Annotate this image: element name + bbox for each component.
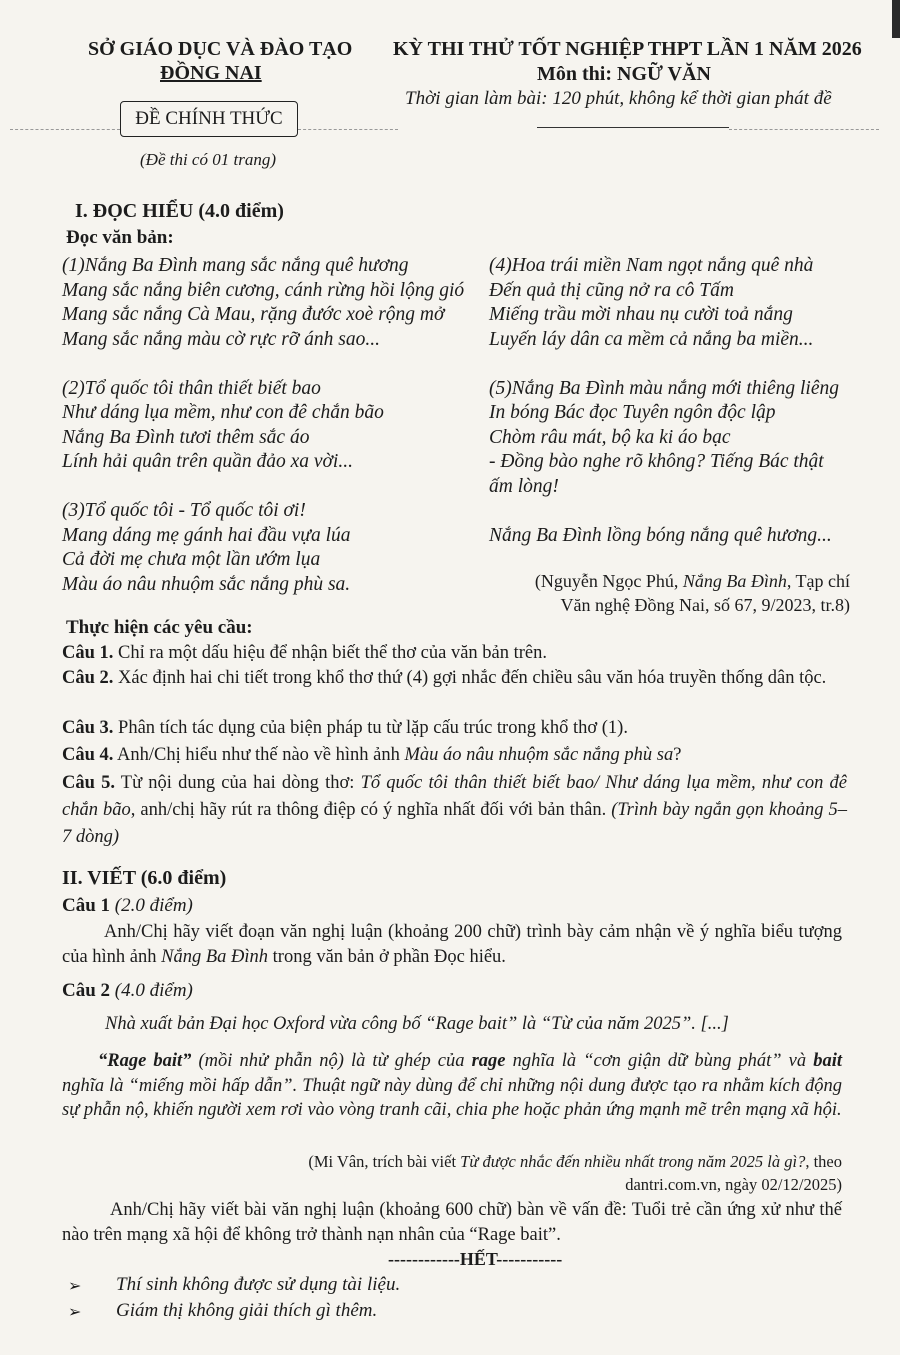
- poem-line: Chòm râu mát, bộ ka ki áo bạc: [489, 426, 731, 448]
- quote-body: “Rage bait” (mồi nhử phẫn nộ) là từ ghép của rage nghĩa là “cơn giận dữ bùng phát” và bait nghĩa là “miếng mồi hấp dẫn”. Thuật ngữ này dùng để chỉ những nội dung được tạo ra nhằm kích động sự phẫn nộ, khiến người xem rơi vào vòng tranh cãi, chia phe hoặc phản ứng mạnh mẽ trên mạng xã hội.: [62, 1051, 842, 1120]
- question-5: Câu 5. Từ nội dung của hai dòng thơ: Tổ quốc tôi thân thiết biết bao/ Như dáng lụa mềm, như con đê chắn bão, anh/chị hãy rút ra thông điệp có ý nghĩa nhất đối với bản thân. (Trình bày ngắn gọn khoảng 5–7 dòng): [62, 773, 847, 847]
- section2-title: II. VIẾT (6.0 điểm): [62, 867, 227, 889]
- subject: Môn thi: NGỮ VĂN: [537, 63, 711, 85]
- section1-title: I. ĐỌC HIỂU (4.0 điểm): [75, 200, 284, 222]
- question-1: Câu 1. Chỉ ra một dấu hiệu để nhận biết thể thơ của văn bản trên.: [62, 643, 548, 663]
- question-3: Câu 3. Phân tích tác dụng của biện pháp tu từ lặp cấu trúc trong khổ thơ (1).: [62, 718, 628, 738]
- poem-line: Mang sắc nắng màu cờ rực rỡ ánh sao...: [62, 328, 380, 350]
- end-mark: ------------HẾT-----------: [388, 1249, 563, 1269]
- poem-line: Đến quả thị cũng nở ra cô Tấm: [489, 279, 734, 301]
- quote-intro: Nhà xuất bản Đại học Oxford vừa công bố “Rage bait” là “Từ của năm 2025”. [...]: [105, 1014, 729, 1034]
- poem-line: (4)Hoa trái miền Nam ngọt nắng quê nhà: [489, 255, 814, 276]
- poem-line: ấm lòng!: [489, 475, 559, 497]
- poem-line: Miếng trầu mời nhau nụ cười toả nắng: [489, 304, 793, 325]
- poem-line: In bóng Bác đọc Tuyên ngôn độc lập: [489, 402, 776, 423]
- poem-source: (Nguyễn Ngọc Phú, Nắng Ba Đình, Tạp chí Văn nghệ Đồng Nai, số 67, 9/2023, tr.8): [534, 571, 850, 615]
- poem-line: (5)Nắng Ba Đình màu nắng mới thiêng liêng: [489, 377, 840, 399]
- writing-q2-label: Câu 2 (4.0 điểm): [62, 980, 193, 1001]
- writing-q2-task: Anh/Chị hãy viết bài văn nghị luận (khoảng 600 chữ) bàn về vấn đề: Tuổi trẻ cần ứng xử như thế nào trên mạng xã hội để không trở thành nạn nhân của “Rage bait”.: [62, 1200, 842, 1245]
- poem-line: Luyến láy dân ca mềm cả nắng ba miền...: [489, 328, 814, 350]
- exam-time: Thời gian làm bài: 120 phút, không kể thời gian phát đề: [405, 88, 832, 109]
- poem-line: Nắng Ba Đình lồng bóng nắng quê hương...: [489, 524, 832, 546]
- poem-line: Mang dáng mẹ gánh hai đầu vựa lúa: [62, 524, 351, 546]
- footer-note: Giám thị không giải thích gì thêm.: [116, 1300, 378, 1321]
- arrow-bullet-icon: ➢: [68, 1304, 82, 1321]
- department-name: SỞ GIÁO DỤC VÀ ĐÀO TẠO: [88, 38, 353, 60]
- header-rule: [537, 127, 729, 128]
- poem-line: Cả đời mẹ chưa một lần ướm lụa: [62, 549, 321, 570]
- poem-line: Mang sắc nắng biên cương, cánh rừng hồi lộng gió: [62, 279, 465, 301]
- writing-q1-text: Anh/Chị hãy viết đoạn văn nghị luận (khoảng 200 chữ) trình bày cảm nhận về ý nghĩa biểu tượng của hình ảnh Nắng Ba Đình trong văn bản ở phần Đọc hiểu.: [62, 922, 842, 967]
- poem-line: Mang sắc nắng Cà Mau, rặng đước xoè rộng mở: [62, 304, 445, 325]
- poem-line: (3)Tổ quốc tôi - Tổ quốc tôi ơi!: [62, 500, 306, 521]
- scan-edge: [892, 0, 900, 38]
- poem-right: [489, 254, 839, 548]
- poem-line: Lính hải quân trên quần đảo xa vời...: [62, 451, 353, 472]
- requirements-label: Thực hiện các yêu cầu:: [66, 617, 253, 638]
- poem-line: Nắng Ba Đình tươi thêm sắc áo: [62, 426, 310, 448]
- pages-note: (Đề thi có 01 trang): [140, 150, 276, 169]
- mid-dash: [298, 129, 398, 130]
- read-label: Đọc văn bản:: [66, 227, 174, 248]
- poem-line: (1)Nắng Ba Đình mang sắc nắng quê hương: [62, 255, 409, 276]
- arrow-bullet-icon: ➢: [68, 1278, 82, 1295]
- writing-q1-label: Câu 1 (2.0 điểm): [62, 895, 193, 916]
- official-label: ĐỀ CHÍNH THỨC: [120, 101, 298, 137]
- poem-line: Như dáng lụa mềm, như con đê chắn bão: [62, 402, 384, 423]
- province-name: ĐỒNG NAI: [160, 62, 262, 84]
- footer-note: Thí sinh không được sử dụng tài liệu.: [116, 1274, 401, 1295]
- poem-line: Màu áo nâu nhuộm sắc nắng phù sa.: [62, 573, 351, 595]
- right-dash: [729, 129, 879, 130]
- poem-line: (2)Tổ quốc tôi thân thiết biết bao: [62, 377, 321, 399]
- left-dash: [10, 129, 120, 130]
- poem-left: [62, 254, 464, 597]
- poem-line: - Đồng bào nghe rõ không? Tiếng Bác thật: [489, 451, 824, 472]
- exam-title: KỲ THI THỬ TỐT NGHIỆP THPT LẦN 1 NĂM 2026: [393, 38, 862, 60]
- question-4: Câu 4. Anh/Chị hiểu như thế nào về hình ảnh Màu áo nâu nhuộm sắc nắng phù sa?: [62, 745, 682, 765]
- question-2: Câu 2. Xác định hai chi tiết trong khổ thơ thứ (4) gợi nhắc đến chiều sâu văn hóa truyền thống dân tộc.: [62, 668, 827, 688]
- quote-citation: (Mi Vân, trích bài viết Từ được nhắc đến nhiều nhất trong năm 2025 là gì?, theo dantri.com.vn, ngày 02/12/2025): [308, 1152, 842, 1194]
